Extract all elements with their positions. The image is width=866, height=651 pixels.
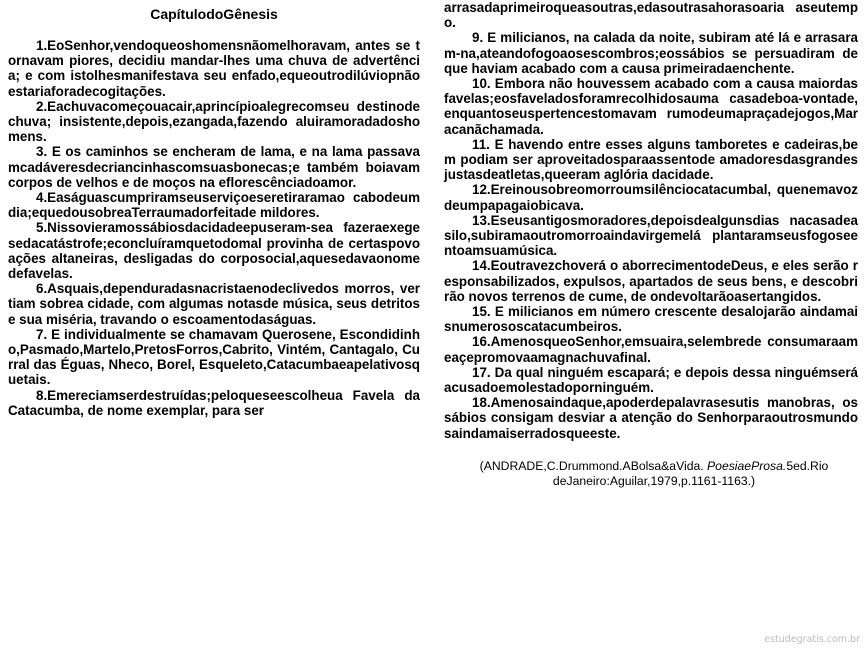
paragraph-1: 1.EoSenhor,vendoqueoshomensnãomelhoravam, antes se tornavam piores, decidiu mandar-lhes uma chuva de advertência; e com istolhesmanifestava seu enfado,equeoutrodilúviopnãoestariaforadecogitações. — [8, 38, 420, 99]
paragraph-2: 2.Eachuvacomeçouacair,aprincípioalegrecomseu destinodechuva; insistente,depois,ezangada,fazendo aluiramoradadoshomens. — [8, 98, 420, 145]
paragraph-12: 12.Ereinousobreomorroumsilênciocatacumbal, quenemavozdeumpapagaiobicava. — [444, 182, 858, 213]
citation-title: PoesiaeProsa. — [707, 458, 787, 473]
paragraph-11: 11. E havendo entre esses alguns tamboretes e cadeiras,bem podiam ser aproveitadosparaassentode amadoresdasgrandesjustasdeatletas,queeram aglória dacidade. — [444, 136, 858, 183]
left-column — [8, 0, 420, 418]
document-title: CapítulodoGênesis — [150, 6, 278, 22]
paragraph-18: 18.Amenosaindaque,apoderdepalavrasesutis manobras, os sábios consigam desviar a atenção do Senhorparaoutrosmundosaindamaiserradosqueeste. — [444, 395, 858, 441]
site-watermark: estudegratis.com.br — [764, 634, 860, 645]
paragraph-5: 5.Nissovieramossábiosdacidadeepuseram-sea fazeraexegesedacatástrofe;econcluíramquetodomal provinha de certaspovoações altaneiras, desligadas do corposocial,aquesedavaonomedefavelas. — [8, 220, 420, 282]
paragraph-6: 6.Asquais,dependuradasnacristaenodeclivedos morros, vertiam sobrea cidade, com algumas notasde música, seus detritos e sua miséria, travando o escoamentodaságuas. — [8, 281, 420, 327]
paragraph-7: 7. E individualmente se chamavam Querosene, Escondidinho,Pasmado,Martelo,PretosForros,Cabrito, Vintém, Cantagalo, Curral das Éguas, Nheco, Borel, Esqueleto,Catacumbaeapelativosquetais. — [8, 326, 420, 388]
paragraph-3: 3. E os caminhos se encheram de lama, e na lama passavamcadáveresdecriancinhascomsuasbonecas;e também boiavam corpos de velhos e de moços na eflorescênciadoamor. — [8, 144, 420, 190]
right-column — [444, 0, 858, 489]
paragraph-17: 17. Da qual ninguém escapará; e depois dessa ninguémseráacusadoemolestadoporninguém. — [444, 364, 858, 396]
paragraph-4: 4.Easáguascumpriramseuserviçoeseretiraramao cabodeumdia;equedousobreaTerraumadorfeitade mildores. — [8, 190, 420, 221]
paragraph-8: 8.Emereciamserdestruídas;peloqueseescolheua Favela da Catacumba, de nome exemplar, para ser — [8, 387, 420, 418]
paragraph-9: 9. E milicianos, na calada da noite, subiram até lá e arrasaram-na,ateandofogoaosescombros;eossábios se persuadiram de que haviam acabado com a causa primeiradaenchente. — [444, 30, 858, 76]
paragraph-14: 14.Eoutravezchoverá o aborrecimentodeDeus, e eles serão responsabilizados, expulsos, apartados de seus bens, e descobrirão novos terrenos de cume, de ondevoltarãoasertangidos. — [444, 258, 858, 304]
citation — [444, 459, 858, 489]
citation-prefix: (ANDRADE,C.Drummond.ABolsa&aVida. — [479, 458, 708, 473]
paragraph-13: 13.Eseusantigosmoradores,depoisdealgunsdias nacasadeasilo,subiramaoutromorroaindavirgemelá plantaramseusfogoseentoamsuamúsica. — [444, 212, 858, 259]
citation-suffix: 5ed.Rio deJaneiro:Aguilar,1979,p.1161-1163.) — [552, 458, 829, 488]
paragraph-10: 10. Embora não houvessem acabado com a causa maiordasfavelas;eosfaveladosforamrecolhidosauma casadeboa-vontade,enquantoseuspertencestomavam rumodeumapraçadejogos,Maracanãchamada. — [444, 76, 858, 137]
paragraph-8-continued: arrasadaprimeiroqueasoutras,edasoutrasahorasoaria aseutempo. — [444, 0, 858, 31]
paragraph-16: 16.AmenosqueoSenhor,emsuaira,selembrede consumaraameaçepromovaamagnachuvafinal. — [444, 334, 858, 365]
paragraph-15: 15. E milicianos em número crescente desalojarão aindamaisnumerososcatacumbeiros. — [444, 304, 858, 335]
